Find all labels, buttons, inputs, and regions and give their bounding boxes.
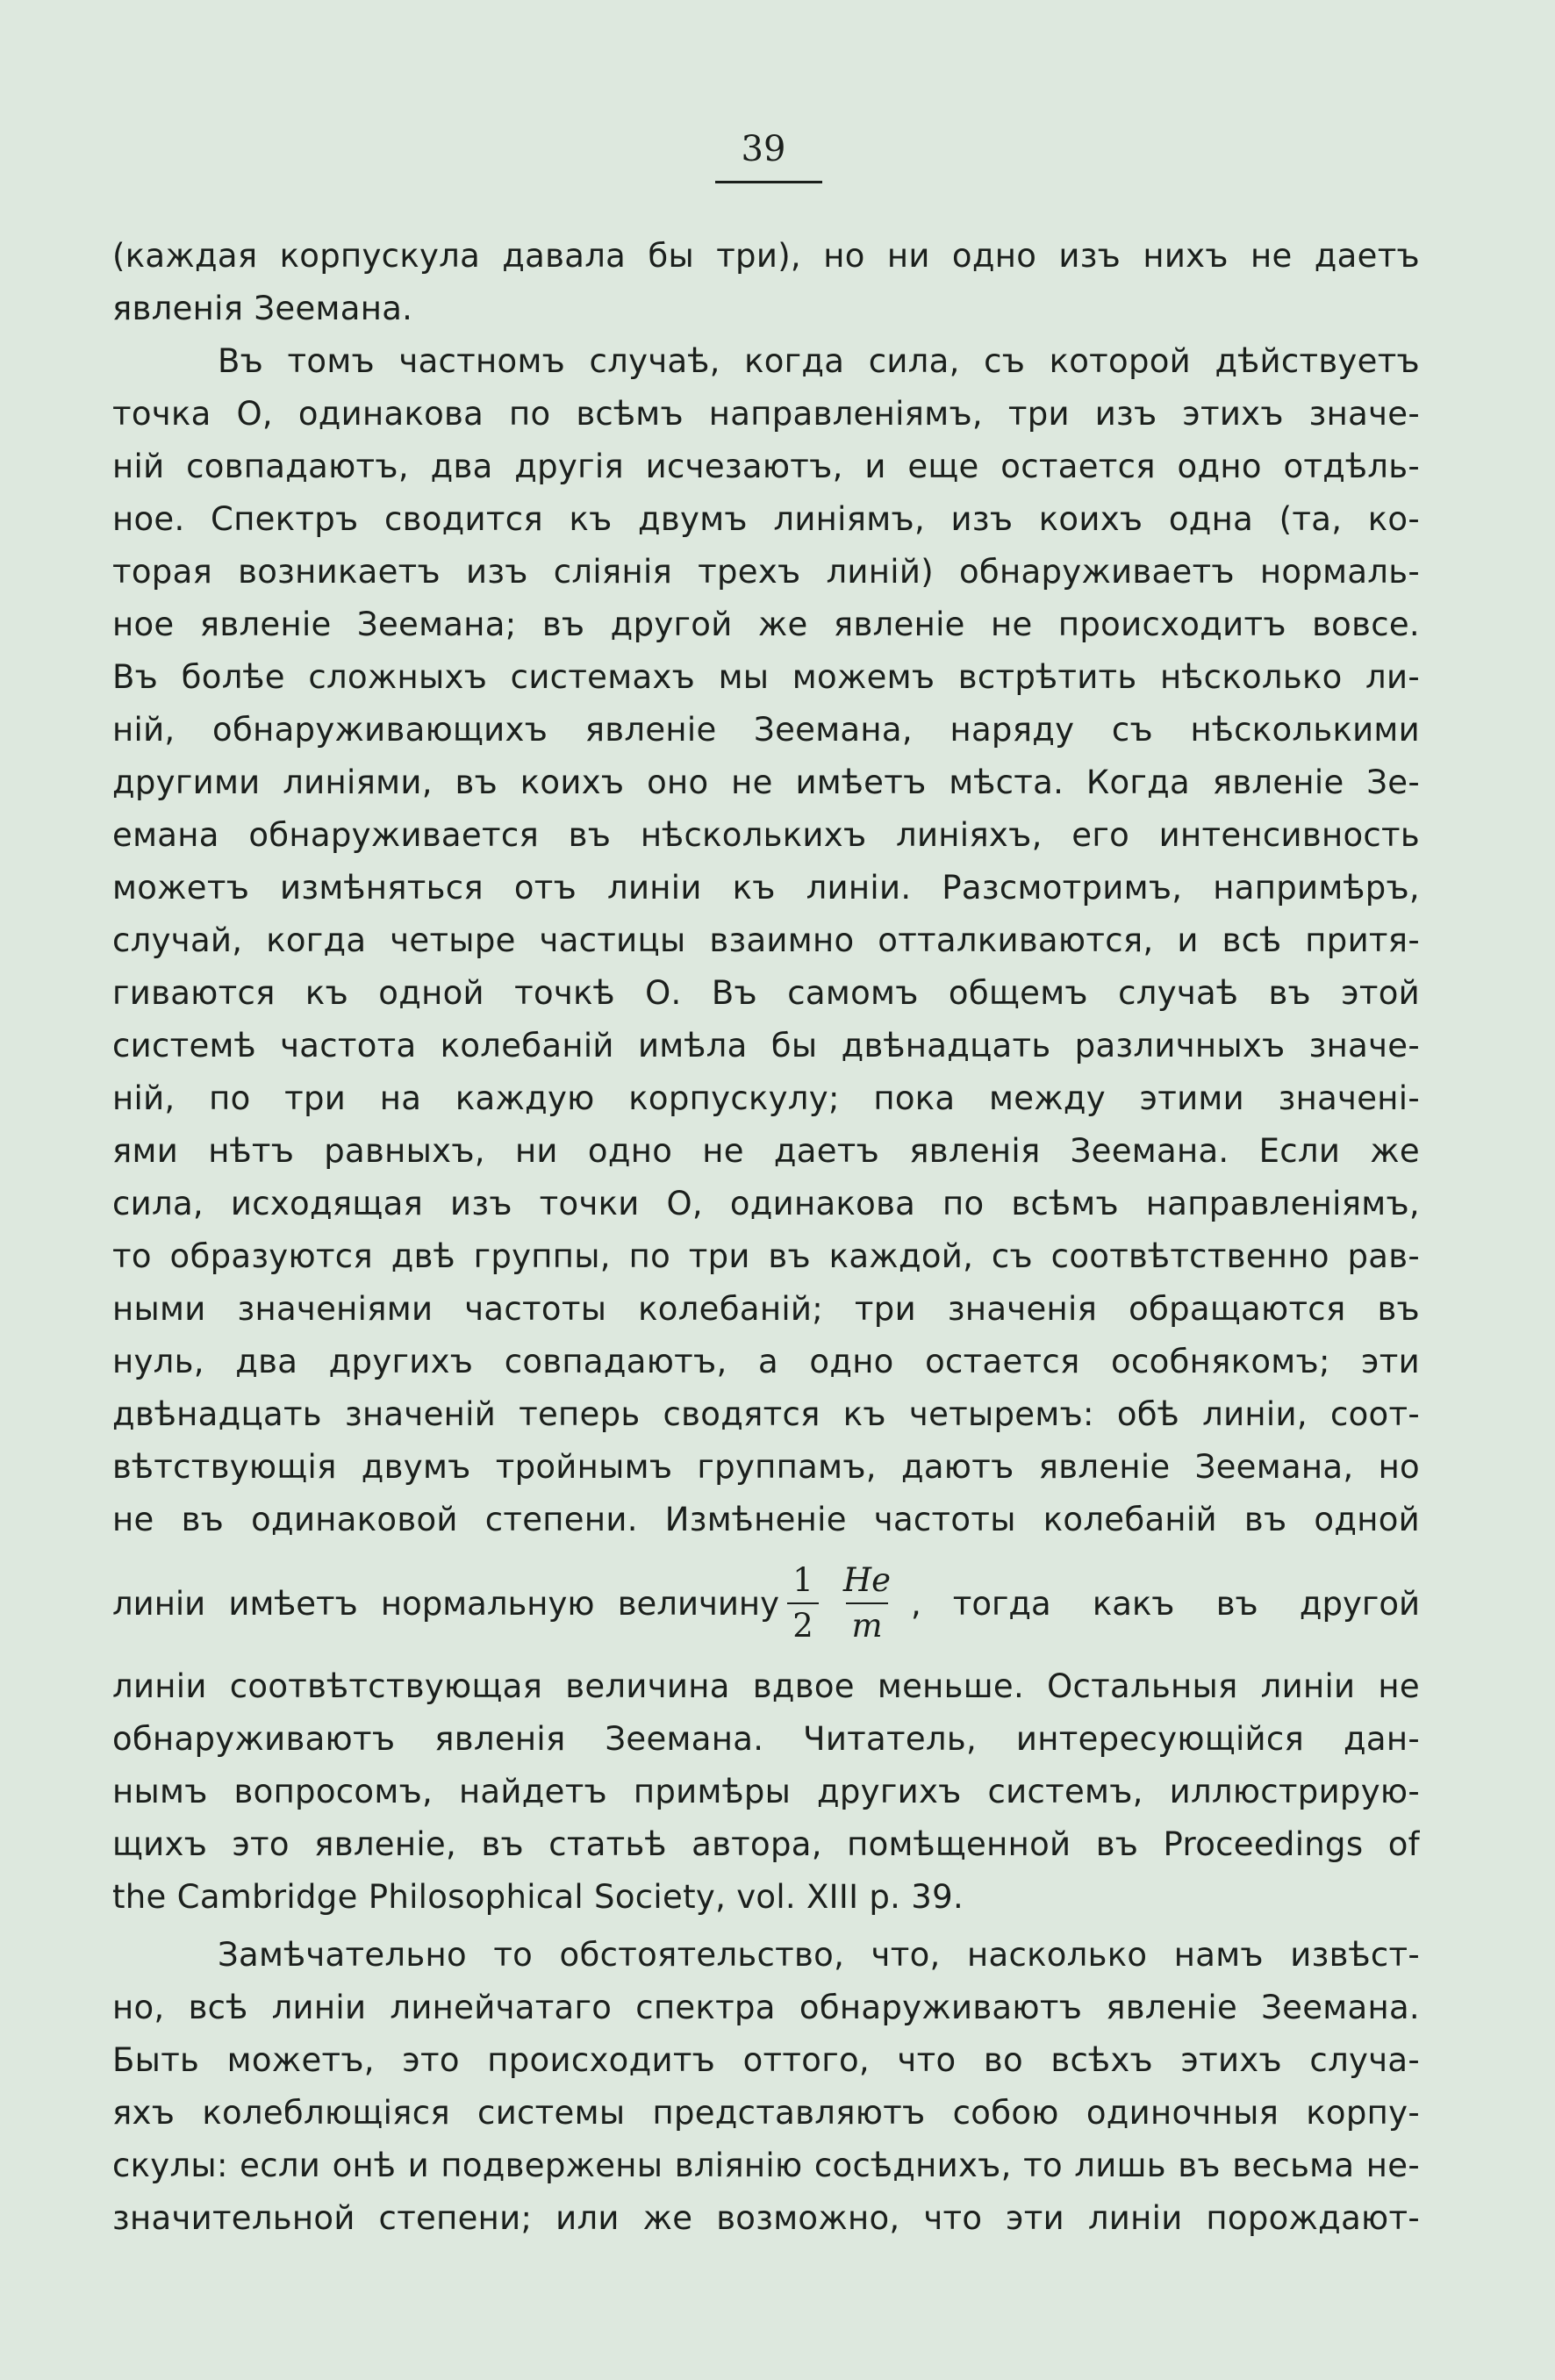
text-line: другими линіями, въ коихъ оно не имѣетъ мѣста. Когда явленіе Зе- — [112, 763, 1420, 801]
text-line: значительной степени; или же возможно, что эти линіи порождают- — [112, 2199, 1420, 2237]
formula-text-after: тогда какъ въ другой — [952, 1584, 1420, 1623]
text-line: скулы: если онѣ и подвержены вліянію сосѣднихъ, то лишь въ весьма не- — [112, 2147, 1420, 2184]
text-line: ями нѣтъ равныхъ, ни одно не даетъ явленія Зеемана. Если же — [112, 1132, 1420, 1170]
text-line: Въ томъ частномъ случаѣ, когда сила, съ которой дѣйствуетъ — [218, 342, 1420, 380]
text-line: вѣтствующія двумъ тройнымъ группамъ, даютъ явленіе Зеемана, но — [112, 1448, 1420, 1486]
text-line: сила, исходящая изъ точки О, одинакова по всѣмъ направленіямъ, — [112, 1185, 1420, 1222]
text-line: то образуются двѣ группы, по три въ каждой, съ соотвѣтственно рав- — [112, 1237, 1420, 1275]
text-line: ній, по три на каждую корпускулу; пока между этими значені- — [112, 1079, 1420, 1117]
text-line: яхъ колеблющіяся системы представляютъ собою одиночныя корпу- — [112, 2094, 1420, 2132]
fraction-he-over-m — [835, 1562, 899, 1645]
text-line: обнаруживаютъ явленія Зеемана. Читатель, интересующійся дан- — [112, 1720, 1420, 1758]
text-line: the Cambridge Philosophical Society, vol. XIII p. 39. — [112, 1878, 964, 1916]
text-line: нымъ вопросомъ, найдетъ примѣры другихъ системъ, иллюстрирую- — [112, 1773, 1420, 1810]
fraction-denominator: m — [846, 1602, 887, 1645]
text-line: ное явленіе Зеемана; въ другой же явленіе не происходитъ вовсе. — [112, 606, 1420, 643]
formula-text-before: линіи имѣетъ нормальную величину — [112, 1584, 779, 1623]
formula-line — [112, 1546, 1420, 1660]
page-number-rule — [715, 181, 822, 183]
formula-comma: , — [911, 1584, 921, 1623]
text-line: ными значеніями частоты колебаній; три значенія обращаются въ — [112, 1290, 1420, 1328]
text-line: точка О, одинакова по всѣмъ направленіямъ, три изъ этихъ значе- — [112, 395, 1420, 433]
text-line: двѣнадцать значеній теперь сводятся къ четыремъ: обѣ линіи, соот- — [112, 1395, 1420, 1433]
page-number: 39 — [741, 129, 786, 169]
text-line: линіи соотвѣтствующая величина вдвое меньше. Остальныя линіи не — [112, 1667, 1420, 1705]
fraction-one-half — [788, 1562, 818, 1645]
text-line: явленія Зеемана. — [112, 290, 413, 327]
fraction-numerator: 1 — [792, 1561, 813, 1599]
text-line: случай, когда четыре частицы взаимно отталкиваются, и всѣ притя- — [112, 921, 1420, 959]
text-line: (каждая корпускула давала бы три), но ни одно изъ нихъ не даетъ — [112, 237, 1420, 275]
text-line: емана обнаруживается въ нѣсколькихъ линіяхъ, его интенсивность — [112, 816, 1420, 854]
text-line: Быть можетъ, это происходитъ оттого, что во всѣхъ этихъ случа- — [112, 2041, 1420, 2079]
text-line: щихъ это явленіе, въ статьѣ автора, помѣщенной въ Proceedings of — [112, 1825, 1420, 1863]
text-line: но, всѣ линіи линейчатаго спектра обнаруживаютъ явленіе Зеемана. — [112, 1989, 1420, 2026]
text-line: системѣ частота колебаній имѣла бы двѣнадцать различныхъ значе- — [112, 1027, 1420, 1065]
text-line: Замѣчательно то обстоятельство, что, насколько намъ извѣст- — [218, 1936, 1420, 1974]
text-line: ное. Спектръ сводится къ двумъ линіямъ, изъ коихъ одна (та, ко- — [112, 500, 1420, 538]
fraction-denominator: 2 — [787, 1602, 819, 1645]
page-body — [112, 230, 1420, 2245]
text-line: ній, обнаруживающихъ явленіе Зеемана, наряду съ нѣсколькими — [112, 711, 1420, 749]
text-line: Въ болѣе сложныхъ системахъ мы можемъ встрѣтить нѣсколько ли- — [112, 658, 1420, 696]
fraction-numerator: He — [842, 1561, 892, 1599]
text-line: можетъ измѣняться отъ линіи къ линіи. Разсмотримъ, напримѣръ, — [112, 869, 1420, 907]
text-line: не въ одинаковой степени. Измѣненіе частоты колебаній въ одной — [112, 1501, 1420, 1538]
text-line: гиваются къ одной точкѣ О. Въ самомъ общемъ случаѣ въ этой — [112, 974, 1420, 1012]
text-line: нуль, два другихъ совпадаютъ, а одно остается особнякомъ; эти — [112, 1343, 1420, 1380]
text-line: ній совпадаютъ, два другія исчезаютъ, и еще остается одно отдѣль- — [112, 448, 1420, 485]
text-line: торая возникаетъ изъ слiянiя трехъ линій) обнаруживаетъ нормаль- — [112, 553, 1420, 591]
